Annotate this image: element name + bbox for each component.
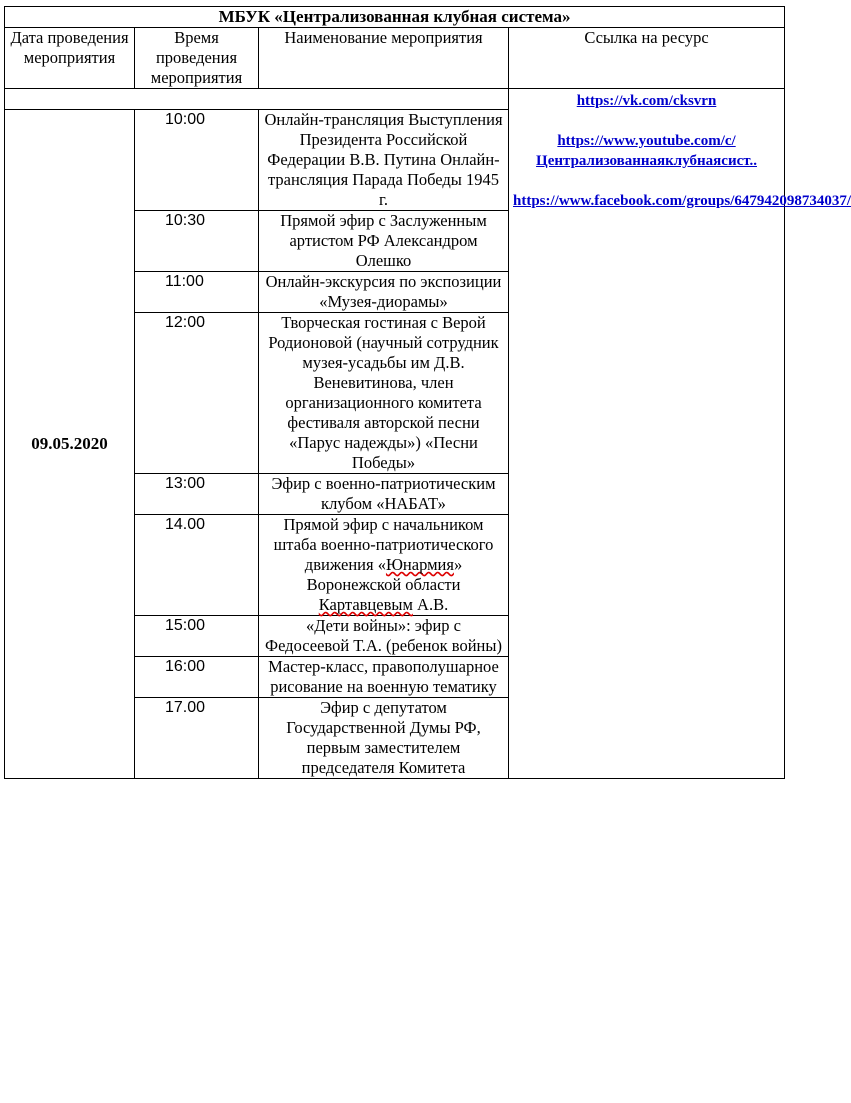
header-time: Время проведения мероприятия bbox=[135, 28, 259, 89]
spacer-row bbox=[5, 89, 785, 110]
event-time: 13:00 bbox=[135, 474, 259, 515]
event-time: 17.00 bbox=[135, 698, 259, 779]
event-name: «Дети войны»: эфир с Федосеевой Т.А. (ребенок войны) bbox=[259, 616, 509, 657]
event-name: Мастер-класс, правополушарное рисование на военную тематику bbox=[259, 657, 509, 698]
link-gap bbox=[513, 171, 780, 191]
youtube-link[interactable]: https://www.youtube.com/c/Централизованнаяклубнаясист.. bbox=[536, 133, 757, 169]
event-time: 10:00 bbox=[135, 110, 259, 211]
link-gap bbox=[513, 111, 780, 131]
facebook-link[interactable]: https://www.facebook.com/groups/647942098734037/ bbox=[513, 193, 851, 209]
spellcheck-word: Картавцевым bbox=[318, 595, 413, 614]
event-name: Прямой эфир с Заслуженным артистом РФ Александром Олешко bbox=[259, 211, 509, 272]
event-time: 10:30 bbox=[135, 211, 259, 272]
event-name: Творческая гостиная с Верой Родионовой (научный сотрудник музея-усадьбы им Д.В. Веневитинова, член организационного комитета фестиваля авторской песни «Парус надежды») «Песни Победы» bbox=[259, 313, 509, 474]
event-name-part: Прямой эфир с начальником штаба военно-патриотического движения « bbox=[273, 515, 494, 574]
header-date: Дата проведения мероприятия bbox=[5, 28, 135, 89]
header-row bbox=[5, 28, 785, 89]
links-cell bbox=[509, 89, 851, 779]
event-time: 11:00 bbox=[135, 272, 259, 313]
schedule-table bbox=[4, 6, 851, 779]
event-name bbox=[259, 515, 509, 616]
event-name: Онлайн-трансляция Выступления Президента Российской Федерации В.В. Путина Онлайн-трансляция Парада Победы 1945 г. bbox=[259, 110, 509, 211]
event-time: 14.00 bbox=[135, 515, 259, 616]
title-row bbox=[5, 7, 785, 28]
event-name: Эфир с военно-патриотическим клубом «НАБАТ» bbox=[259, 474, 509, 515]
event-name: Онлайн-экскурсия по экспозиции «Музея-диорамы» bbox=[259, 272, 509, 313]
event-time: 15:00 bbox=[135, 616, 259, 657]
event-name-part: » Воронежской области bbox=[306, 555, 463, 594]
vk-link[interactable]: https://vk.com/cksvrn bbox=[576, 93, 717, 109]
event-time: 16:00 bbox=[135, 657, 259, 698]
spellcheck-word: Юнармия bbox=[385, 555, 454, 574]
event-name: Эфир с депутатом Государственной Думы РФ, первым заместителем председателя Комитета bbox=[259, 698, 509, 779]
event-time: 12:00 bbox=[135, 313, 259, 474]
header-name: Наименование мероприятия bbox=[259, 28, 509, 89]
event-name-part: А.В. bbox=[412, 595, 449, 614]
spacer-cell bbox=[5, 89, 509, 110]
header-link: Ссылка на ресурс bbox=[509, 28, 785, 89]
table-title: МБУК «Централизованная клубная система» bbox=[5, 7, 785, 28]
event-date: 09.05.2020 bbox=[5, 110, 135, 779]
